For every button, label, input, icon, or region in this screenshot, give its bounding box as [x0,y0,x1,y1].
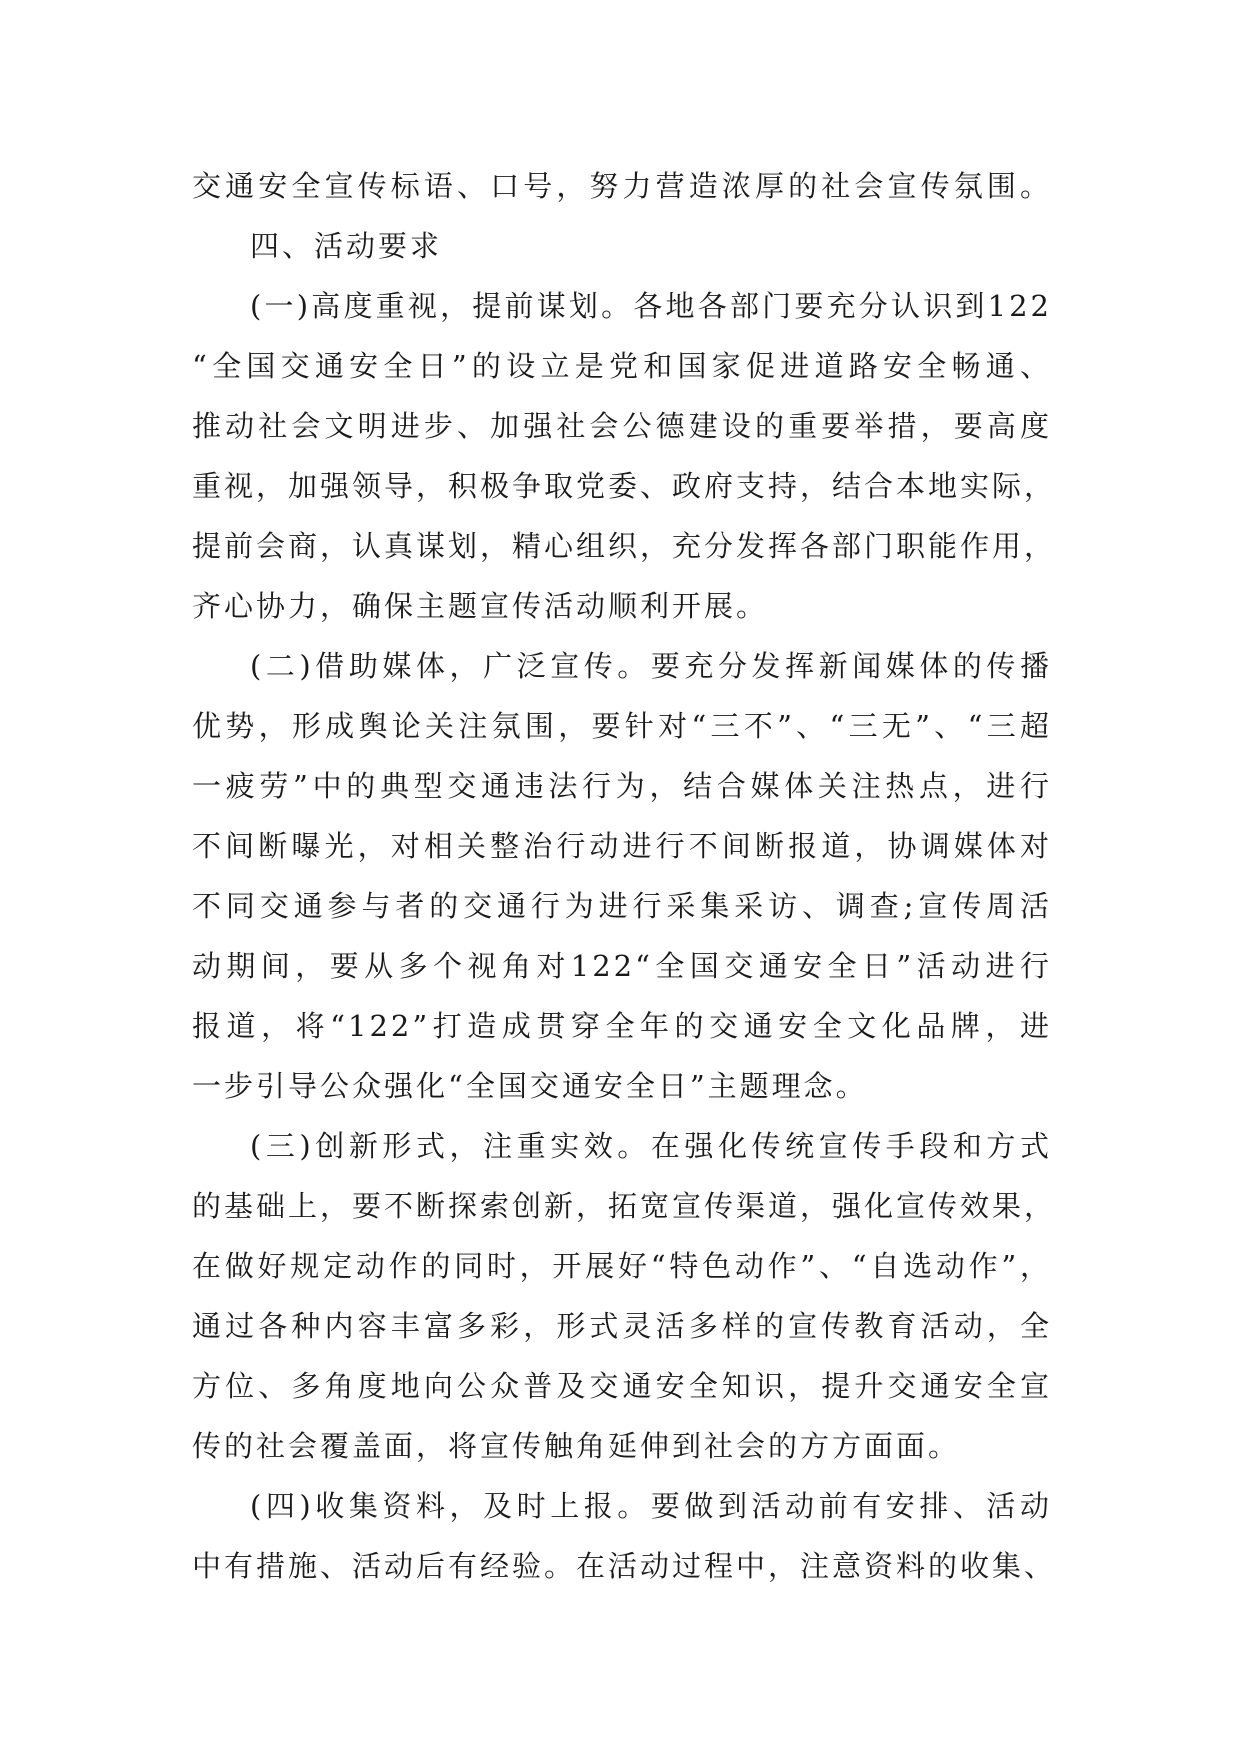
text-line: 报道，将“122”打造成贯穿全年的交通安全文化品牌，进 [192,1009,1052,1043]
text-line: (二)借助媒体，广泛宣传。要充分发挥新闻媒体的传播 [250,649,1052,683]
text-line: 中有措施、活动后有经验。在活动过程中，注意资料的收集、 [192,1549,1057,1583]
text-line: 齐心协力，确保主题宣传活动顺利开展。 [192,589,769,623]
text-line: 不同交通参与者的交通行为进行采集采访、调查;宣传周活 [192,889,1052,923]
text-line: 交通安全宣传标语、口号，努力营造浓厚的社会宣传氛围。 [192,169,1052,203]
text-line: 方位、多角度地向公众普及交通安全知识，提升交通安全宣 [192,1369,1052,1403]
text-line: 一步引导公众强化“全国交通安全日”主题理念。 [192,1069,868,1103]
text-line: 的基础上，要不断探索创新，拓宽宣传渠道，强化宣传效果， [192,1189,1057,1223]
body-text [192,156,1057,1596]
text-line: 提前会商，认真谋划，精心组织，充分发挥各部门职能作用， [192,529,1057,563]
text-line: 传的社会覆盖面，将宣传触角延伸到社会的方方面面。 [192,1429,961,1463]
text-line: (三)创新形式，注重实效。在强化传统宣传手段和方式 [250,1129,1052,1163]
text-line: (一)高度重视，提前谋划。各地各部门要充分认识到122 [250,289,1052,323]
text-line: 一疲劳”中的典型交通违法行为，结合媒体关注热点，进行 [192,769,1052,803]
text-line: 动期间，要从多个视角对122“全国交通安全日”活动进行 [192,949,1052,983]
text-line: 四、活动要求 [250,229,443,263]
text-line: 不间断曝光，对相关整治行动进行不间断报道，协调媒体对 [192,829,1052,863]
text-line: 通过各种内容丰富多彩，形式灵活多样的宣传教育活动，全 [192,1309,1052,1343]
text-line: 推动社会文明进步、加强社会公德建设的重要举措，要高度 [192,409,1052,443]
text-line: (四)收集资料，及时上报。要做到活动前有安排、活动 [250,1489,1052,1523]
text-line: 重视，加强领导，积极争取党委、政府支持，结合本地实际， [192,469,1057,503]
text-line: “全国交通安全日”的设立是党和国家促进道路安全畅通、 [192,349,1052,383]
text-line: 优势，形成舆论关注氛围，要针对“三不”、“三无”、“三超 [192,709,1052,743]
text-line: 在做好规定动作的同时，开展好“特色动作”、“自选动作”， [192,1249,1052,1283]
